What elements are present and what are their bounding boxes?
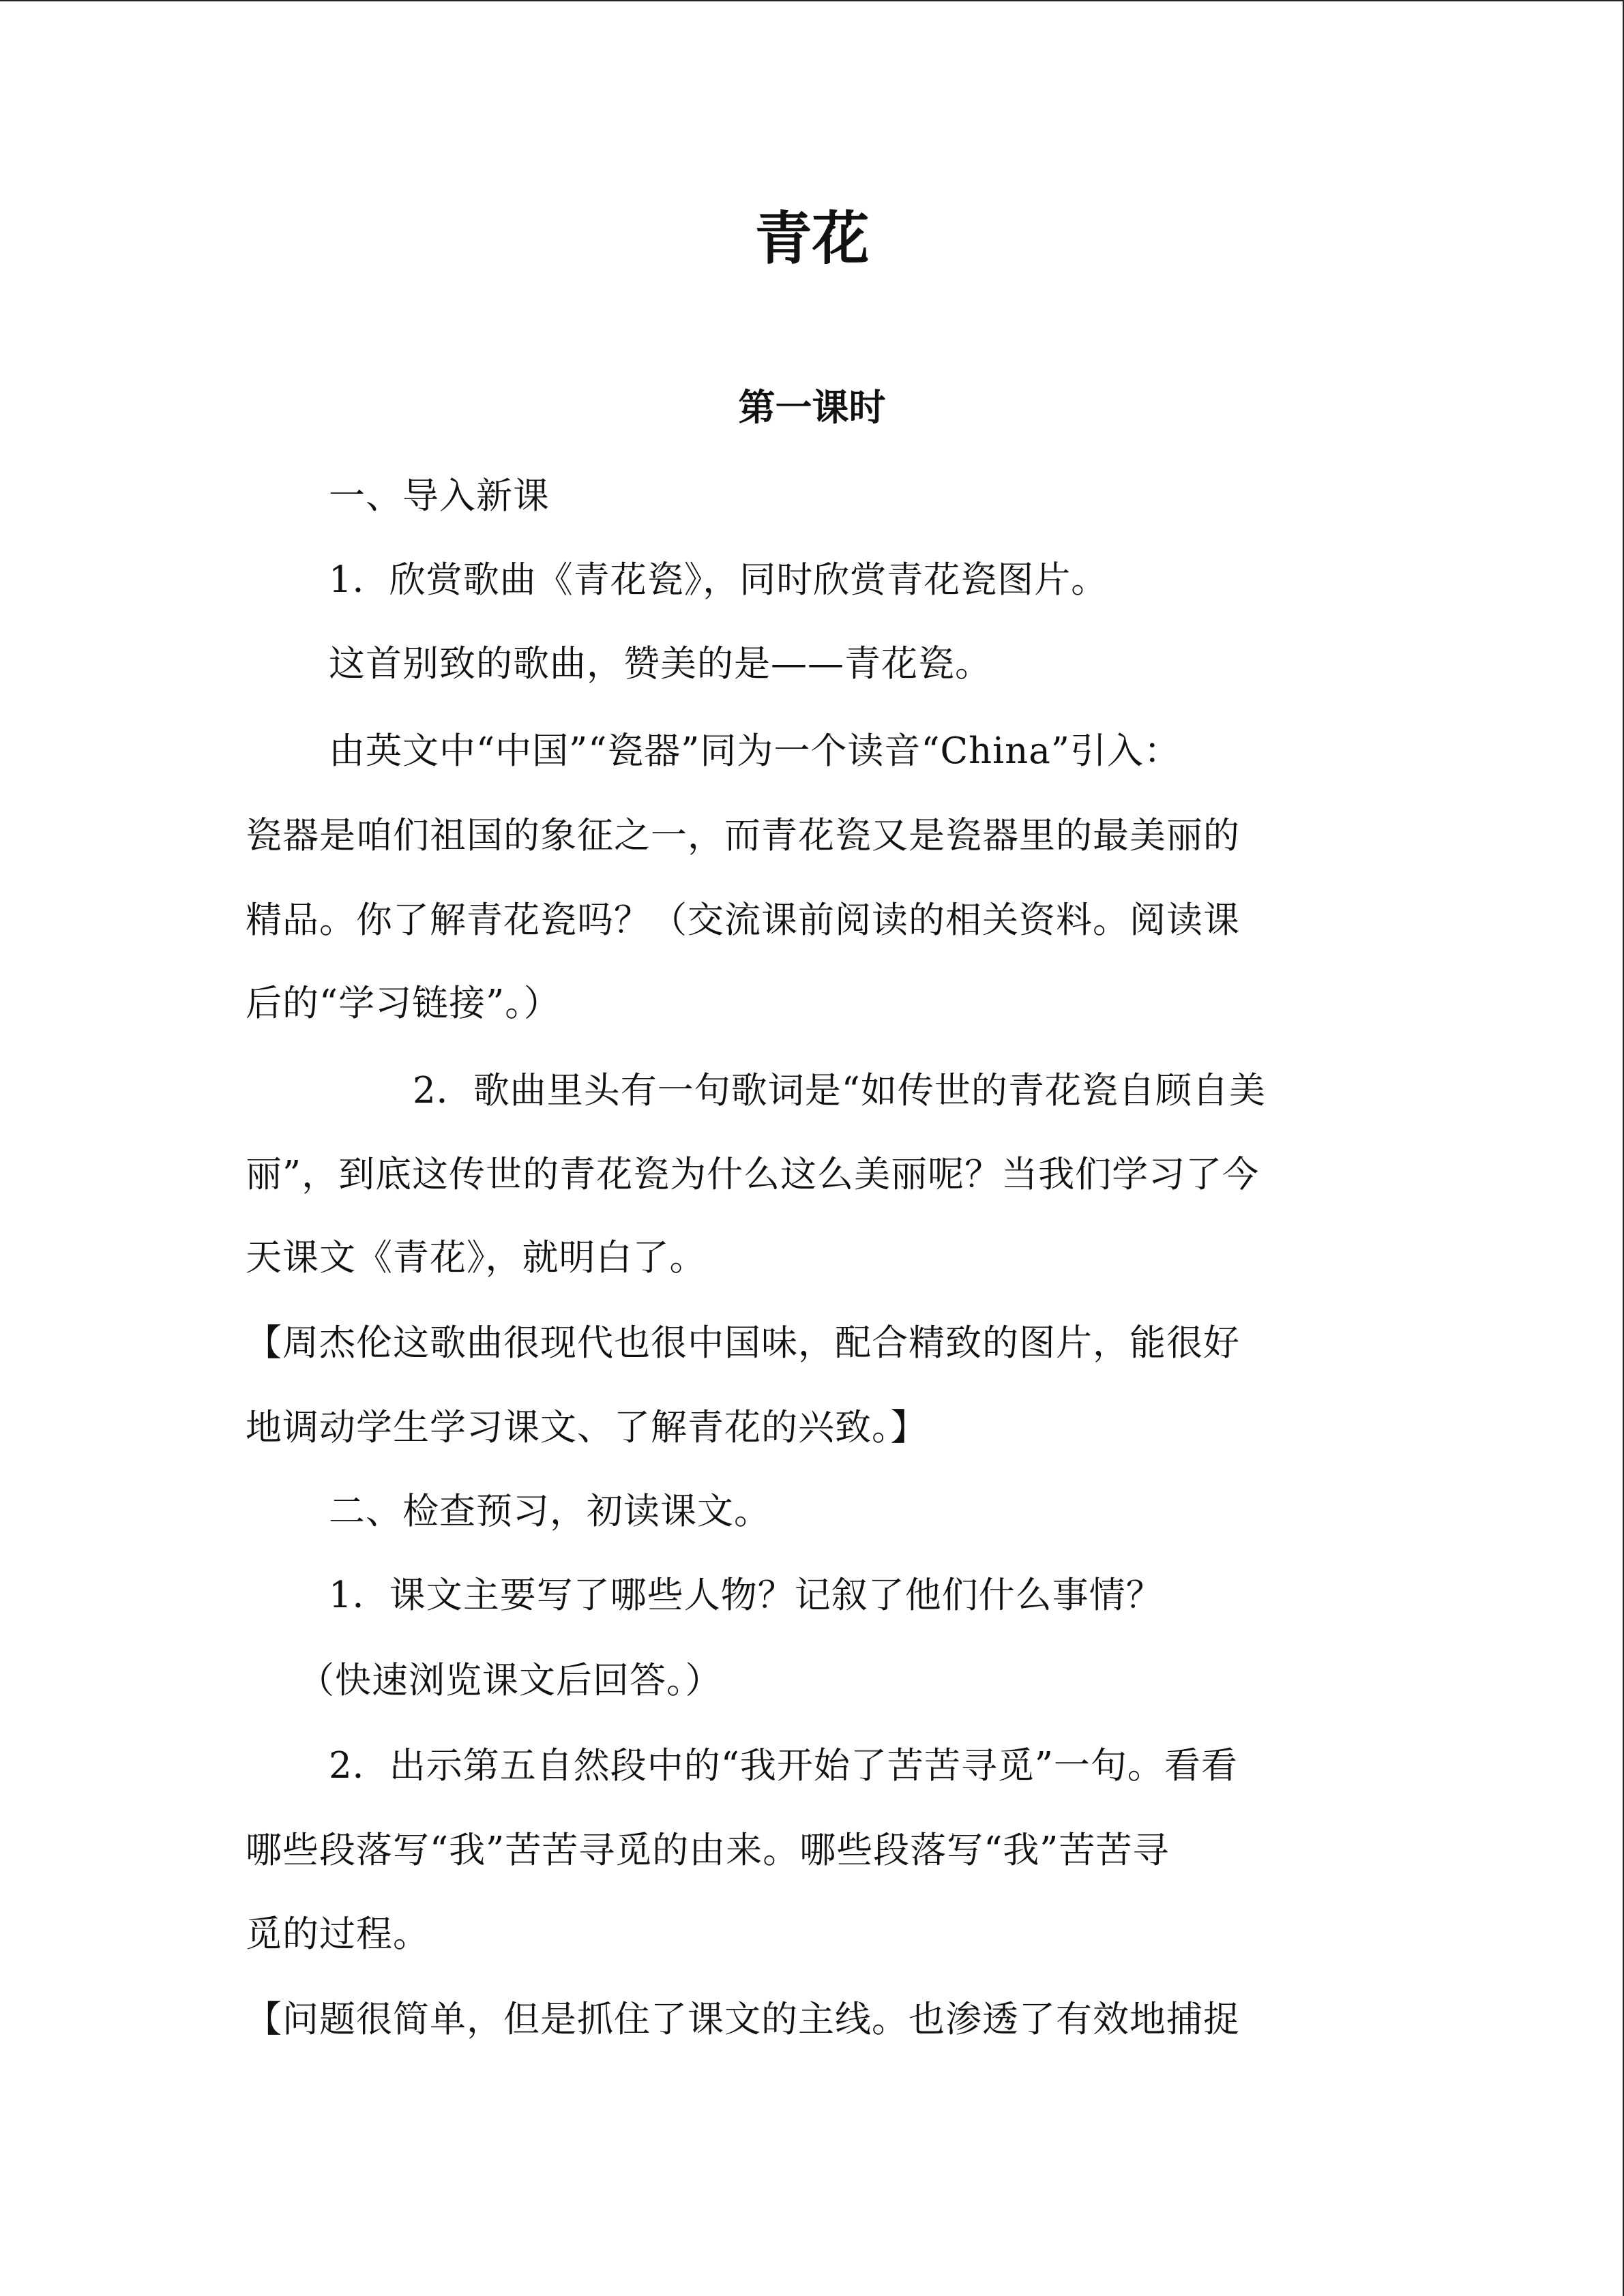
paragraph-line: 2．歌曲里头有一句歌词是“如传世的青花瓷自顾自美 [413,1070,1266,1112]
paragraph-line: 【问题很简单，但是抓住了课文的主线。也渗透了有效地捕捉 [246,1999,1240,2040]
paragraph-line: 1．欣赏歌曲《青花瓷》，同时欣赏青花瓷图片。 [329,559,1108,601]
paragraph-line: 【周杰伦这歌曲很现代也很中国味，配合精致的图片，能很好 [246,1322,1240,1364]
document-title: 青花 [754,205,870,272]
paragraph-line: 觅的过程。 [246,1913,430,1955]
paragraph-line: 天课文《青花》，就明白了。 [246,1237,707,1279]
paragraph-line: 丽”，到底这传世的青花瓷为什么这么美丽呢？当我们学习了今 [246,1154,1260,1195]
paragraph-line: 由英文中“中国”“瓷器”同为一个读音“China”引入： [329,730,1181,772]
paragraph-line: 2．出示第五自然段中的“我开始了苦苦寻觅”一句。看看 [329,1745,1238,1787]
paragraph-line: 这首别致的歌曲，赞美的是——青花瓷。 [329,643,992,685]
paragraph-line: 瓷器是咱们祖国的象征之一，而青花瓷又是瓷器里的最美丽的 [246,815,1240,856]
lesson-subtitle: 第一课时 [738,386,886,429]
paragraph-line: （快速浏览课文后回答。） [298,1660,722,1701]
paragraph-line: 后的“学习链接”。） [246,983,561,1024]
paragraph-line: 精品。你了解青花瓷吗？（交流课前阅读的相关资料。阅读课 [246,899,1240,941]
paragraph-line: 地调动学生学习课文、了解青花的兴致。】 [246,1407,928,1448]
paragraph-line: 1．课文主要写了哪些人物？记叙了他们什么事情？ [329,1575,1163,1616]
paragraph-line: 二、检查预习，初读课文。 [329,1491,771,1532]
paragraph-line: 哪些段落写“我”苦苦寻觅的由来。哪些段落写“我”苦苦寻 [246,1830,1170,1871]
paragraph-line: 一、导入新课 [329,475,550,517]
